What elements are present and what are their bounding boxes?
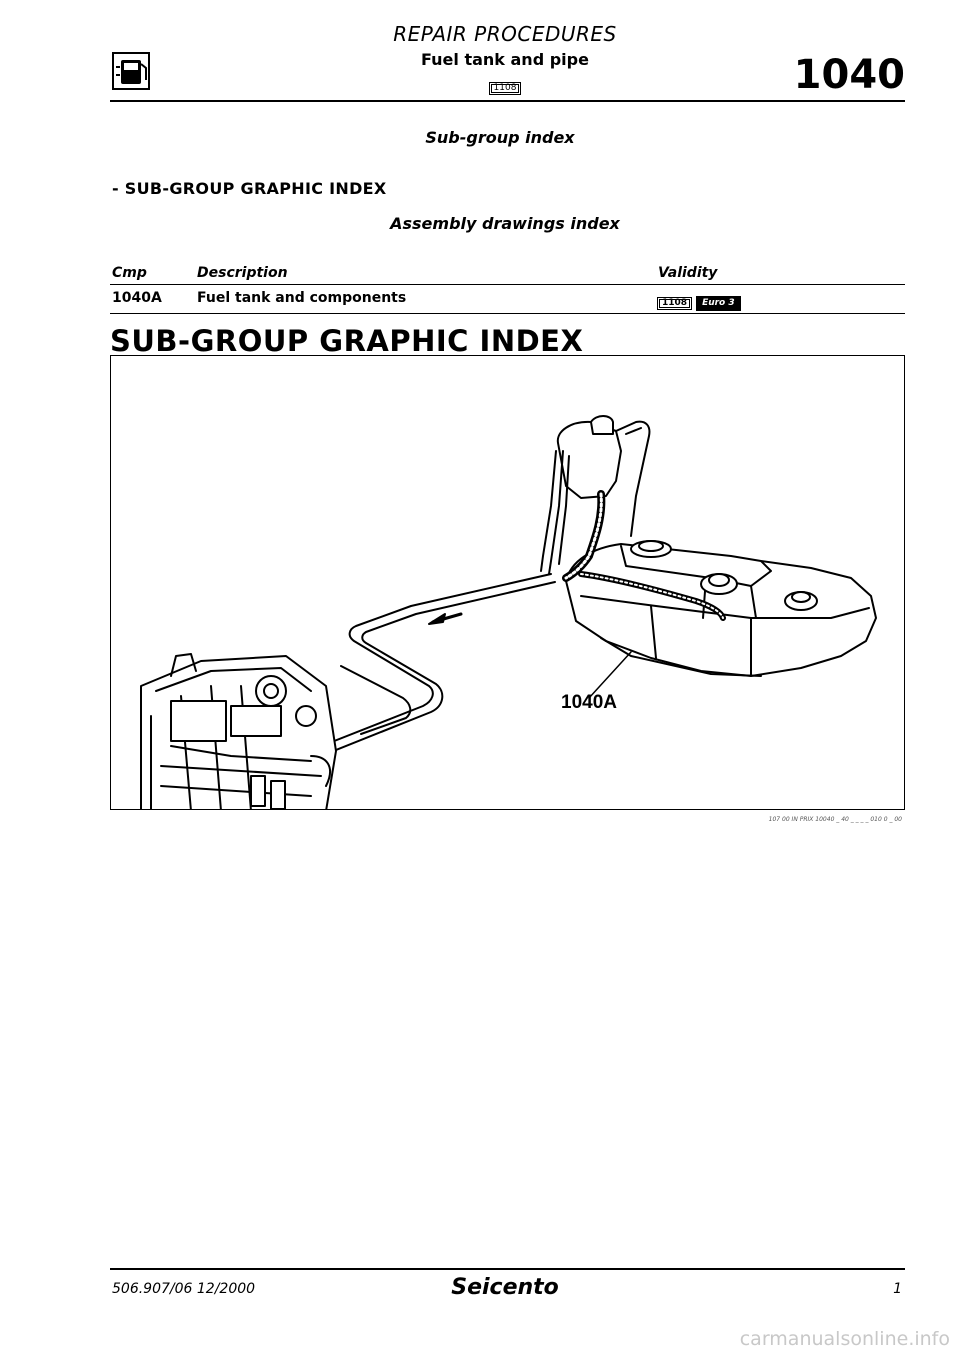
fuel-system-drawing xyxy=(110,355,905,810)
document-code: 506.907/06 12/2000 xyxy=(112,1281,256,1297)
figure-callout: 1040A xyxy=(561,692,617,713)
footer-divider xyxy=(110,1268,905,1270)
index-line: - SUB-GROUP GRAPHIC INDEX xyxy=(112,179,387,198)
row-description: Fuel tank and components xyxy=(197,290,407,306)
page-number: 1 xyxy=(893,1281,902,1297)
watermark: carmanualsonline.info xyxy=(739,1328,950,1350)
col-header-description: Description xyxy=(197,265,288,281)
model-badge: 1108 xyxy=(489,82,522,95)
row-cmp: 1040A xyxy=(112,290,162,306)
table-bottom-divider xyxy=(110,313,905,314)
table-header-divider xyxy=(110,284,905,285)
graphic-index-title: SUB-GROUP GRAPHIC INDEX xyxy=(110,324,584,358)
row-validity xyxy=(657,293,741,311)
col-header-validity: Validity xyxy=(658,265,718,281)
fuel-system-illustration xyxy=(111,356,905,810)
group-code: 1040 xyxy=(793,52,905,98)
figure-reference: 107 00 IN PRIX 10040 _ 40 _ _ _ _ 010 0 _ 00 xyxy=(768,816,902,823)
col-header-cmp: Cmp xyxy=(112,265,147,281)
validity-model-badge: 1108 xyxy=(657,297,692,310)
assembly-drawings-title: Assembly drawings index xyxy=(390,214,620,233)
validity-euro-badge: Euro 3 xyxy=(696,296,741,311)
section-title: REPAIR PROCEDURES xyxy=(393,22,617,46)
model-brand: Seicento xyxy=(451,1275,559,1300)
header-divider xyxy=(110,100,905,102)
page-title: Fuel tank and pipe xyxy=(421,50,589,69)
subgroup-index-title: Sub-group index xyxy=(425,128,575,147)
